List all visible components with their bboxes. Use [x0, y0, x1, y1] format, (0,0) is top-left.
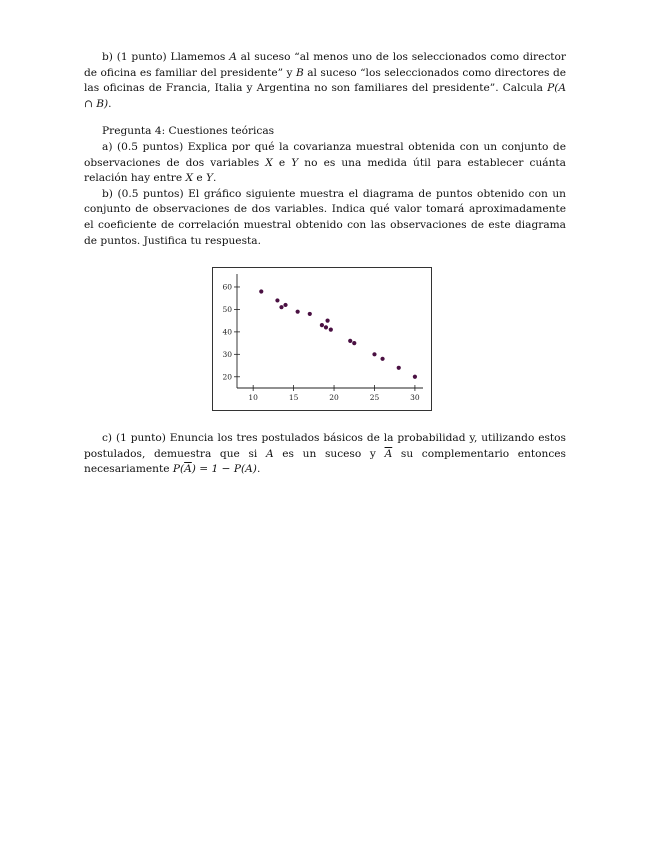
part-a-text-2: no es una medida útil para establecer cuánta relación hay entre: [84, 156, 566, 185]
x-tick-label: 30: [410, 393, 420, 403]
scatter-point: [372, 352, 376, 356]
var-x: X: [265, 156, 273, 169]
part-c-text-3: su complementario entonces necesariamente: [84, 447, 566, 476]
part-b1-lead: b) (1 punto) Llamemos: [102, 51, 230, 63]
var-y-2: Y: [206, 172, 214, 185]
probability-expression: P(A ∩ B): [84, 82, 566, 110]
part-c-text-2: es un suceso y: [273, 447, 385, 460]
question4-heading: Pregunta 4: Cuestiones teóricas: [102, 125, 275, 138]
y-tick-label: 50: [222, 305, 232, 315]
scatter-point: [279, 305, 283, 309]
y-tick-label: 60: [222, 282, 232, 292]
y-tick-label: 40: [222, 327, 232, 337]
x-tick-label: 15: [288, 393, 299, 403]
part-b1-end: .: [108, 97, 112, 110]
part-a-text-1: a) (0.5 puntos) Explica por qué la covarianza muestral obtenida con un conjunto de observaciones de dos variables: [84, 140, 566, 169]
scatter-point: [348, 339, 352, 343]
x-tick-label: 25: [369, 393, 380, 403]
scatter-point: [352, 341, 356, 345]
scatter-point: [397, 366, 401, 370]
question4-part-c: [84, 431, 566, 478]
y-tick-label: 20: [222, 372, 232, 382]
part-a-mid: e: [272, 156, 292, 169]
part-c-end: .: [256, 463, 261, 476]
scatter-point: [283, 303, 287, 307]
part-b1-text-2: al suceso “los seleccionados como directores de las oficinas de Francia, Italia y Argentina no son familiares del presidente”. Calcula: [84, 66, 566, 95]
var-y: Y: [291, 156, 299, 169]
scatter-point: [320, 323, 324, 327]
part-c-text-1: c) (1 punto) Enuncia los tres postulados básicos de la probabilidad y, utilizando estos postulados, demuestra que si: [84, 432, 566, 460]
scatter-plot: [213, 268, 431, 410]
x-tick-label: 20: [329, 393, 339, 403]
question4-part-b: b) (0.5 puntos) El gráfico siguiente muestra el diagrama de puntos obtenido con un conjunto de observaciones de dos variables. Indica qué valor tomará aproximadamente el coeficiente de correlación muestral obtenido con las observaciones de este diagrama de puntos. Justifica tu respuesta.: [84, 187, 566, 247]
var-x-2: X: [185, 172, 194, 185]
p-open: P(: [172, 463, 185, 476]
x-tick-label: 10: [248, 393, 258, 403]
scatter-point: [275, 298, 279, 302]
p-of-a: P(A): [233, 463, 257, 476]
var-a: A: [229, 51, 237, 63]
scatter-point: [296, 310, 300, 314]
scatter-point: [324, 325, 328, 329]
scatter-point: [329, 328, 333, 332]
part-a-end: .: [213, 172, 217, 185]
var-b: B: [295, 66, 304, 79]
y-tick-label: 30: [222, 349, 232, 359]
var-a-complement-2: $\overline{A}$: [184, 463, 192, 476]
scatter-point: [259, 289, 263, 293]
question3-part-b: [84, 50, 566, 112]
scatter-point: [413, 375, 417, 379]
scatter-point: [380, 357, 384, 361]
p-close-equals: ) = 1 −: [191, 463, 234, 476]
part-b1-text-1: al suceso “al menos uno de los seleccionados como director de oficina es familiar del presidente” y: [84, 51, 566, 79]
scatter-point: [325, 319, 329, 323]
question4-part-a: [84, 140, 566, 187]
scatter-point: [308, 312, 312, 316]
document-page: [84, 50, 566, 478]
var-a-complement: $\overline{A}$: [384, 447, 393, 460]
var-a-c: A: [265, 447, 274, 460]
scatter-plot-figure: [212, 267, 432, 411]
part-a-mid-2: e: [193, 172, 207, 185]
